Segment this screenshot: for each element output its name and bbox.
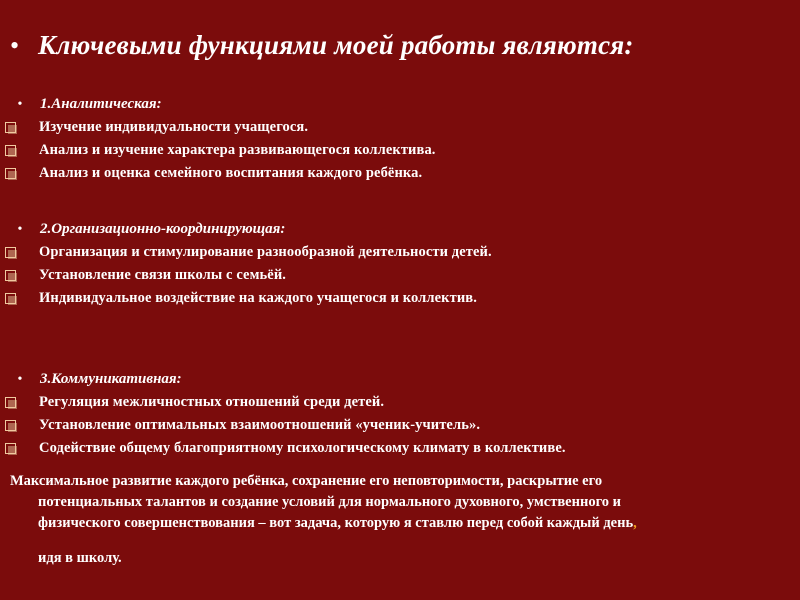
section-analytical	[0, 93, 436, 185]
list-item-text: Установление оптимальных взаимоотношений «ученик-учитель».	[39, 417, 481, 433]
summary-line: потенциальных талантов и создание условий для нормального духовного, умственного и	[38, 494, 622, 510]
checkbox-bullet-icon	[5, 247, 17, 259]
section-heading-row	[0, 93, 436, 116]
list-item-text: Организация и стимулирование разнообразной деятельности детей.	[39, 244, 492, 260]
summary-line: Максимальное развитие каждого ребёнка, сохранение его неповторимости, раскрытие его	[10, 473, 603, 489]
checkbox-bullet-icon	[5, 145, 17, 157]
checkbox-bullet-icon	[5, 443, 17, 455]
list-item	[0, 287, 492, 310]
summary-line-text: физического совершенствования – вот задача, которую я ставлю перед собой каждый день	[38, 515, 634, 531]
summary-line: идя в школу.	[38, 550, 122, 566]
list-item-text: Анализ и изучение характера развивающегося коллектива.	[39, 142, 436, 158]
list-item	[0, 116, 436, 139]
checkbox-bullet-icon	[5, 397, 17, 409]
slide-title: Ключевыми функциями моей работы являются:	[38, 30, 634, 60]
checkbox-bullet-icon	[5, 122, 17, 134]
list-item	[0, 437, 566, 460]
title-row	[10, 30, 634, 61]
summary-line	[10, 513, 780, 534]
checkbox-bullet-icon	[5, 270, 17, 282]
section-organizational	[0, 218, 492, 310]
list-item	[0, 264, 492, 287]
list-item-text: Изучение индивидуальности учащегося.	[39, 119, 309, 135]
bullet-dot-icon: •	[17, 96, 23, 112]
accent-comma: ,	[633, 515, 637, 531]
checkbox-bullet-icon	[5, 420, 17, 432]
bullet-dot-icon: •	[17, 371, 23, 387]
bullet-dot-icon: •	[17, 221, 23, 237]
list-item	[0, 391, 566, 414]
list-item-text: Установление связи школы с семьёй.	[39, 267, 287, 283]
section-heading-row	[0, 368, 566, 391]
bullet-dot-icon: •	[10, 31, 20, 60]
checkbox-bullet-icon	[5, 293, 17, 305]
list-item	[0, 139, 436, 162]
list-item	[0, 162, 436, 185]
list-item-text: Индивидуальное воздействие на каждого учащегося и коллектив.	[39, 290, 477, 306]
section-heading: 1.Аналитическая:	[40, 96, 162, 112]
checkbox-bullet-icon	[5, 168, 17, 180]
list-item-text: Регуляция межличностных отношений среди детей.	[39, 394, 385, 410]
list-item	[0, 414, 566, 437]
section-communicative	[0, 368, 566, 460]
list-item	[0, 241, 492, 264]
summary-paragraph	[10, 471, 780, 569]
list-item-text: Содействие общему благоприятному психологическому климату в коллективе.	[39, 440, 566, 456]
section-heading: 3.Коммуникативная:	[40, 371, 182, 387]
list-item-text: Анализ и оценка семейного воспитания каждого ребёнка.	[39, 165, 423, 181]
section-heading-row	[0, 218, 492, 241]
section-heading: 2.Организационно-координирующая:	[40, 221, 286, 237]
